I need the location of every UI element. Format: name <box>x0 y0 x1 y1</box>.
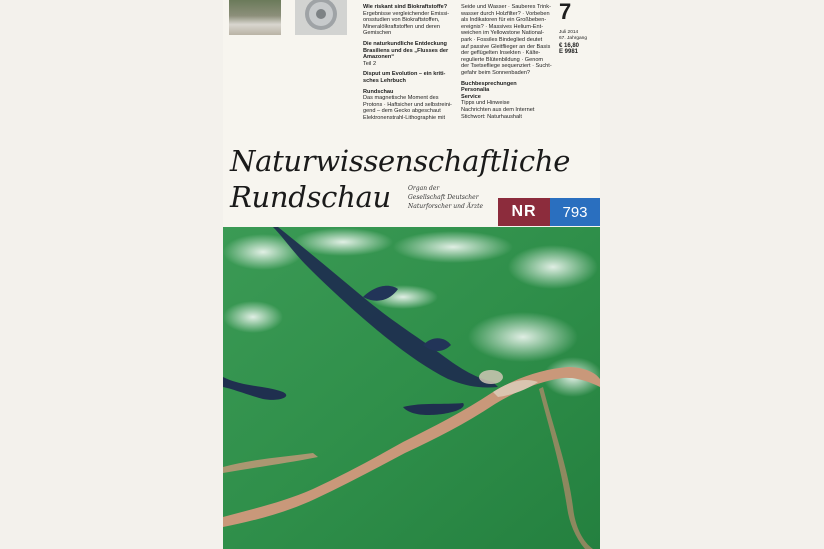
masthead-organ-text: Organ der Gesellschaft Deutscher Naturforscher und Ärzte <box>408 185 484 210</box>
issue-series-number: 793 <box>550 198 600 226</box>
toc-entry-rundschau: Rundschau Das magnetische Moment des Protons · Haftsicher und selbstreini- gend – dem Gecko abgeschaut Elektronenstrahl-Lithographie mit <box>363 88 452 121</box>
toc-column-right <box>461 4 557 120</box>
masthead-title-line2: Rundschau <box>230 180 391 214</box>
city-area <box>479 370 503 384</box>
thumbnail-object-image <box>295 0 347 35</box>
masthead-title-line1: Naturwissenschaftliche <box>230 144 571 178</box>
cover-photo-amazon-rivers <box>223 227 600 549</box>
nr-badge: NR <box>498 198 550 226</box>
issue-volume: 67. Jahrgang <box>559 36 588 42</box>
toc-entry-biokraftstoffe: Wie riskant sind Biokraftstoffe? Ergebnisse vergleichender Emissi- onsstudien von Biokraftstoffen, Mineralölkraftstoffen und deren Gemischen <box>363 4 450 37</box>
toc-column-left <box>363 4 459 126</box>
issue-code: E 9981 <box>559 49 579 56</box>
issue-number: 7 <box>559 0 572 24</box>
toc-entry-sections: Buchbesprechungen Personalia Service Tipps und Hinweise Nachrichten aus dem Internet Stichwort: Naturhaushalt <box>461 80 535 120</box>
toc-entry-brasilien: Die naturkundliche Entdeckung Brasiliens und des „Flusses der Amazonen“ Teil 2 <box>363 40 449 67</box>
toc-entry-evolution: Disput um Evolution – ein kriti- sches Lehrbuch <box>363 71 446 84</box>
issue-price: € 16,80 <box>559 42 580 49</box>
toc-entry-rundschau-continued: Seide und Wasser · Sauberes Trink- wasser durch Holzfilter? · Vorbeben als Indikatoren für ein Großbeben- ereignis? · Massives Helium-Ent- weichen im Yellowstone National- park · Fossiles Bindeglied deutet auf passive Gleitflieger an der Basis der geflügelten Insekten · Kälte- regulierte Blütenbildung · Genom der Tsetsefliege sequenziert · Sucht- gefahr beim Sonnenbaden? <box>461 4 552 76</box>
thumbnail-landscape-image <box>229 0 281 35</box>
issue-month: Juli 2014 <box>559 30 579 35</box>
magazine-cover <box>223 0 600 549</box>
issue-meta <box>559 30 587 56</box>
